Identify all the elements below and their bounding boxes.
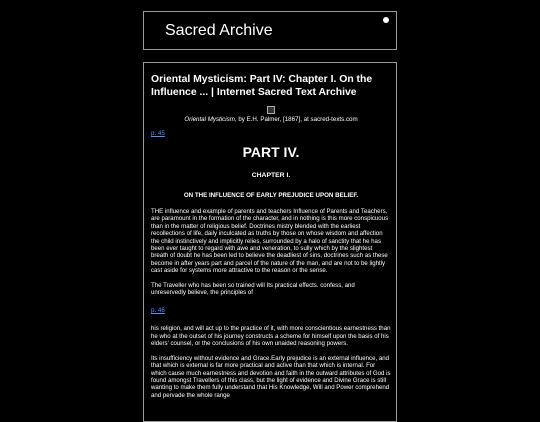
site-title[interactable]: Sacred Archive bbox=[165, 22, 273, 39]
article-panel bbox=[143, 62, 397, 422]
page-link-45[interactable]: p. 45 bbox=[151, 130, 165, 137]
article-title: Oriental Mysticism: Part IV: Chapter I. On the Influence ... | Internet Sacred Text Archive bbox=[151, 74, 373, 98]
paragraph: The Traveller who has been so trained will Its practical effects. confess, and unreservedly believe, the principles of bbox=[151, 281, 355, 297]
section-heading: ON THE INFLUENCE OF EARLY PREJUDICE UPON BELIEF. bbox=[183, 192, 359, 199]
paragraph: THE influence and example of parents and teachers Influence of Parents and Teachers. are paramount in the formation of the character, and in nothing is this more conspicuous than in the matter of religious belief. Doctrines mistry blended with the earliest recollections of life, daily inculcated as truths by those on whose wisdom and affection the child instinctively and implicitly relies, surrounded by a halo of sanctity that he has been ever taught to regard with awe and veneration, to sully which by the slightest breath of doubt he has been led to believe the deadliest of sins, doctrines such as these become in after years part and parcel of the nature of the man, and are not to be lightly cast aside for systems more attractive to the reason or the sense. bbox=[151, 208, 389, 275]
paragraph: his religion, and will act up to the practice of it, with more conscientious earnestness than he who at the outset of his journey constructs a scheme for himself upon the basis of his elders' counsel, or the conclusions of his own unaided reasoning powers. bbox=[151, 325, 391, 348]
part-heading: PART IV. bbox=[242, 144, 300, 160]
paragraph: Its insufficiency without evidence and Grace.Early prejudice is an external influence, and that which is external is far more practical and active than that which is internal. For which cause much earnestness and devotion and faith in the outward attributes of God is found amongst Travellers of this class, but the light of evidence and Divine Grace is still wanting to make them fully understand that His Knowledge, Will and Power comprehend and pervade the whole range bbox=[151, 354, 391, 399]
page-link-46[interactable]: p. 46 bbox=[151, 307, 165, 315]
caption-details: , by E.H. Palmer, [1867], at sacred-texts.com bbox=[234, 116, 358, 123]
site-header bbox=[143, 11, 397, 50]
article-content bbox=[151, 73, 391, 399]
chapter-heading: CHAPTER I. bbox=[251, 172, 291, 179]
broken-image-icon bbox=[267, 106, 275, 114]
source-caption bbox=[151, 116, 391, 124]
caption-work-title: Oriental Mysticism bbox=[184, 116, 235, 123]
menu-dot-icon[interactable] bbox=[383, 17, 389, 23]
